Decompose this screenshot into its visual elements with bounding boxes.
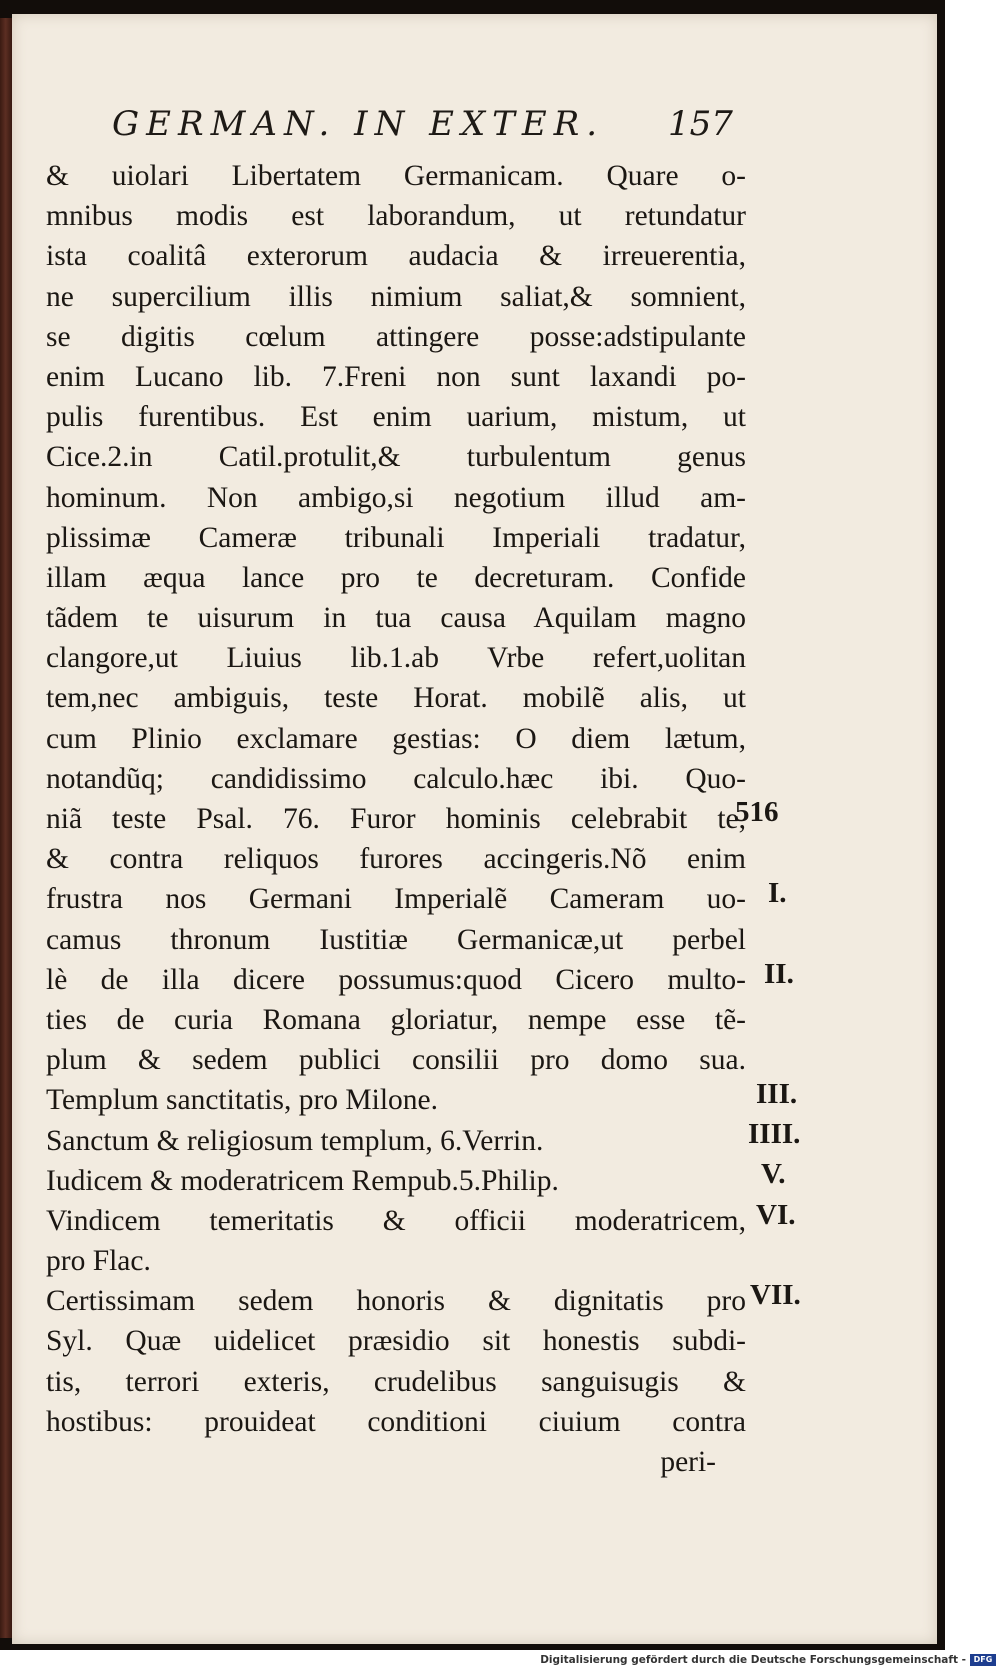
margin-note-numeral: IIII. (748, 1118, 801, 1150)
text-line: ties de curia Romana gloriatur, nempe esse tẽ- (46, 1003, 746, 1036)
text-line: Certissimam sedem honoris & dignitatis pro (46, 1285, 746, 1318)
margin-note-numeral: VI. (756, 1199, 796, 1231)
text-line: niã teste Psal. 76. Furor hominis celebrabit te, (46, 803, 746, 835)
text-line: Syl. Quæ uidelicet præsidio sit honestis subdi- (46, 1325, 746, 1358)
text-line: hominum. Non ambigo,si negotium illud am- (46, 481, 746, 514)
catchword: peri- (660, 1446, 716, 1478)
text-line: tem,nec ambiguis, teste Horat. mobilẽ alis, ut (46, 682, 746, 715)
text-line: & uiolari Libertatem Germanicam. Quare o- (46, 160, 746, 192)
text-line: plum & sedem publici consilii pro domo sua. (46, 1044, 746, 1077)
margin-note-numeral: VII. (750, 1279, 801, 1311)
funding-credit: Digitalisierung gefördert durch die Deutsche Forschungsgemeinschaft - (540, 1654, 966, 1666)
text-line: Templum sanctitatis, pro Milone. (46, 1084, 439, 1117)
text-line: lè de illa dicere possumus:quod Cicero multo- (46, 963, 746, 996)
text-line: illam æqua lance pro te decreturam. Confide (46, 561, 746, 594)
text-line: hostibus: prouideat conditioni ciuium contra (46, 1405, 746, 1438)
text-line: mnibus modis est laborandum, ut retundatur (46, 200, 746, 233)
text-line: cum Plinio exclamare gestias: O diem lætum, (46, 722, 746, 755)
dfg-logo: DFG (970, 1654, 996, 1666)
text-line: camus thronum Iustitiæ Germanicæ,ut perbel (46, 923, 746, 956)
text-line: enim Lucano lib. 7.Freni non sunt laxandi po- (46, 360, 746, 393)
text-line: pro Flac. (46, 1245, 151, 1278)
margin-note-numeral: II. (764, 958, 794, 990)
text-line: plissimæ Cameræ tribunali Imperiali tradatur, (46, 521, 746, 554)
text-line: Sanctum & religiosum templum, 6.Verrin. (46, 1124, 544, 1157)
margin-note-page-ref: 516 (735, 796, 779, 828)
page-number: 157 (668, 104, 733, 144)
text-line: ista coalitâ exterorum audacia & irreuerentia, (46, 240, 746, 273)
text-line: Iudicem & moderatricem Rempub.5.Philip. (46, 1164, 559, 1197)
text-line: Vindicem temeritatis & officii moderatricem, (46, 1204, 746, 1237)
text-line: se digitis cœlum attingere posse:adstipulante (46, 320, 746, 353)
body-text (46, 156, 746, 1482)
margin-note-numeral: III. (756, 1078, 798, 1110)
text-line: notandũq; candidissimo calculo.hæc ibi. Quo- (46, 762, 746, 795)
running-head: GERMAN. IN EXTER. (112, 104, 605, 144)
margin-note-numeral: I. (768, 877, 787, 909)
text-line: tis, terrori exteris, crudelibus sanguisugis & (46, 1365, 746, 1398)
text-line: pulis furentibus. Est enim uarium, mistum, ut (46, 401, 746, 434)
text-line: tãdem te uisurum in tua causa Aquilam magno (46, 602, 746, 635)
text-line: Cice.2.in Catil.protulit,& turbulentum genus (46, 441, 746, 474)
text-line: frustra nos Germani Imperialẽ Cameram uo- (46, 883, 746, 916)
text-line: & contra reliquos furores accingeris.Nõ enim (46, 843, 746, 876)
margin-note-numeral: V. (761, 1158, 786, 1190)
text-line: ne supercilium illis nimium saliat,& somnient, (46, 280, 746, 313)
text-line: clangore,ut Liuius lib.1.ab Vrbe refert,uolitan (46, 642, 746, 675)
